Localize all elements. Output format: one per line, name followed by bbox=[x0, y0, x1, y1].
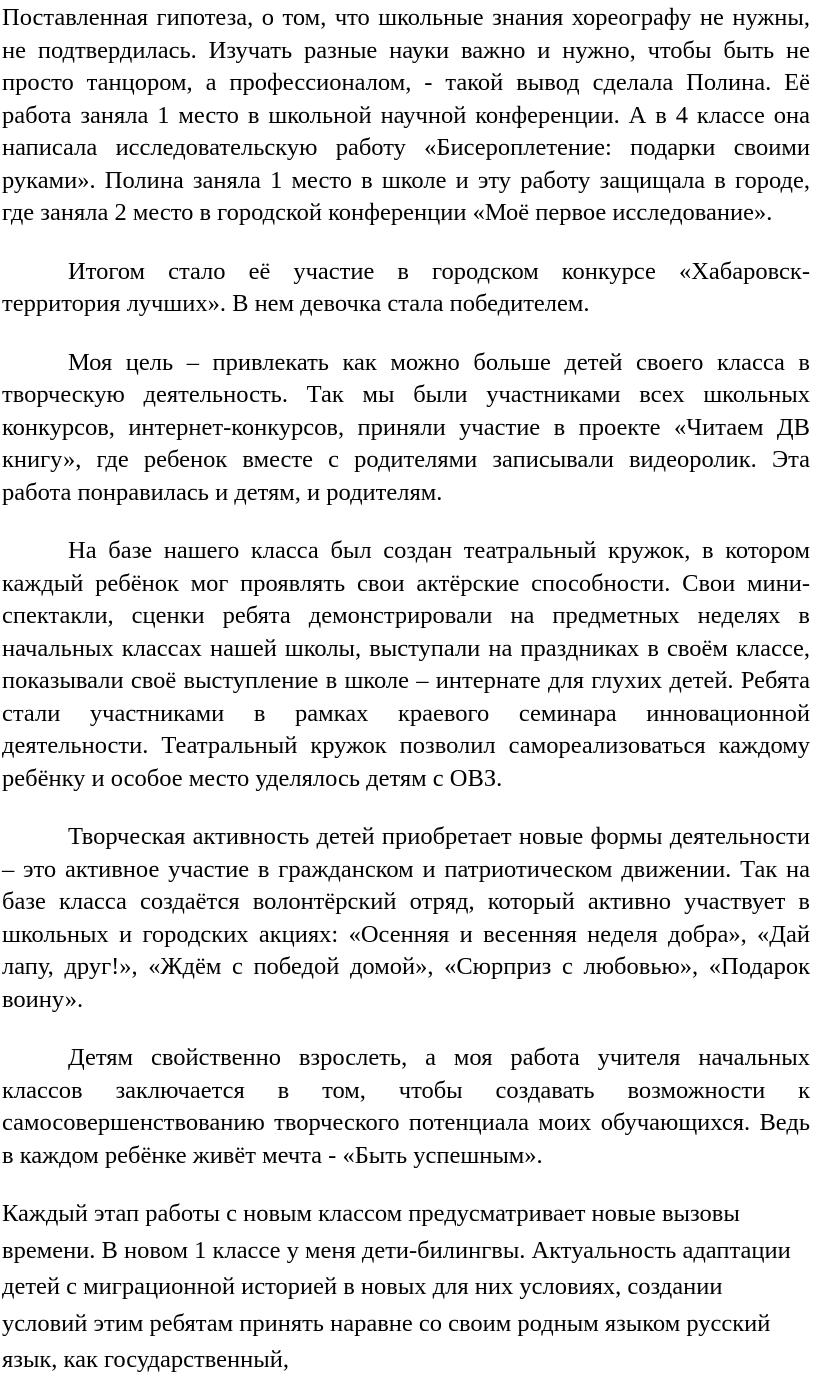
paragraph-contest-result: Итогом стало её участие в городском конкурсе «Хабаровск-территория лучших». В нем девочка стала победителем. bbox=[2, 257, 810, 317]
paragraph-theatre-club: На базе нашего класса был создан театральный кружок, в котором каждый ребёнок мог проявлять свои актёрские способности. Свои мини-спектакли, сценки ребята демонстрировали на предметных неделях в начальных классах нашей школы, выступали на праздниках в своём классе, показывали своё выступление в школе – интернате для глухих детей. Ребята стали участниками в рамках краевого семинара инновационной деятельности. Театральный кружок позволил самореализоваться каждому ребёнку и особое место уделялось детям с ОВЗ. bbox=[2, 537, 810, 792]
paragraph-hypothesis: Поставленная гипотеза, о том, что школьные знания хореографу не нужны, не подтвердилась. Изучать разные науки важно и нужно, чтобы быть не просто танцором, а профессионалом, - такой вывод сделала Полина. Её работа заняла 1 место в школьной научной конференции. А в 4 классе она написала исследовательскую работу «Бисероплетение: подарки своими руками». Полина заняла 1 место в школе и эту работу защищала в городе, где заняла 2 место в городской конференции «Моё первое исследование». bbox=[2, 4, 810, 226]
paragraph-goal: Моя цель – привлекать как можно больше детей своего класса в творческую деятельность. Так мы были участниками всех школьных конкурсов, интернет-конкурсов, приняли участие в проекте «Читаем ДВ книгу», где ребенок вместе с родителями записывали видеоролик. Эта работа понравилась и детям, и родителям. bbox=[2, 348, 810, 506]
paragraph-creative-activity: Творческая активность детей приобретает новые формы деятельности – это активное участие в гражданском и патриотическом движении. Так на базе класса создаётся волонтёрский отряд, который активно участвует в школьных и городских акциях: «Осенняя и весенняя неделя добра», «Дай лапу, друг!», «Ждём с победой домой», «Сюрприз с любовью», «Подарок воину». bbox=[2, 823, 810, 1013]
paragraph-teacher-work: Детям свойственно взрослеть, а моя работа учителя начальных классов заключается в том, чтобы создавать возможности к самосовершенствованию творческого потенциала моих обучающихся. Ведь в каждом ребёнке живёт мечта - «Быть успешным». bbox=[2, 1044, 810, 1169]
paragraph-new-class: Каждый этап работы с новым классом предусматривает новые вызовы времени. В новом 1 классе у меня дети-билингвы. Актуальность адаптации детей с миграционной историей в новых для них условиях, создании условий этим ребятам принять наравне со своим родным языком русский язык, как государственный, bbox=[2, 1200, 791, 1373]
